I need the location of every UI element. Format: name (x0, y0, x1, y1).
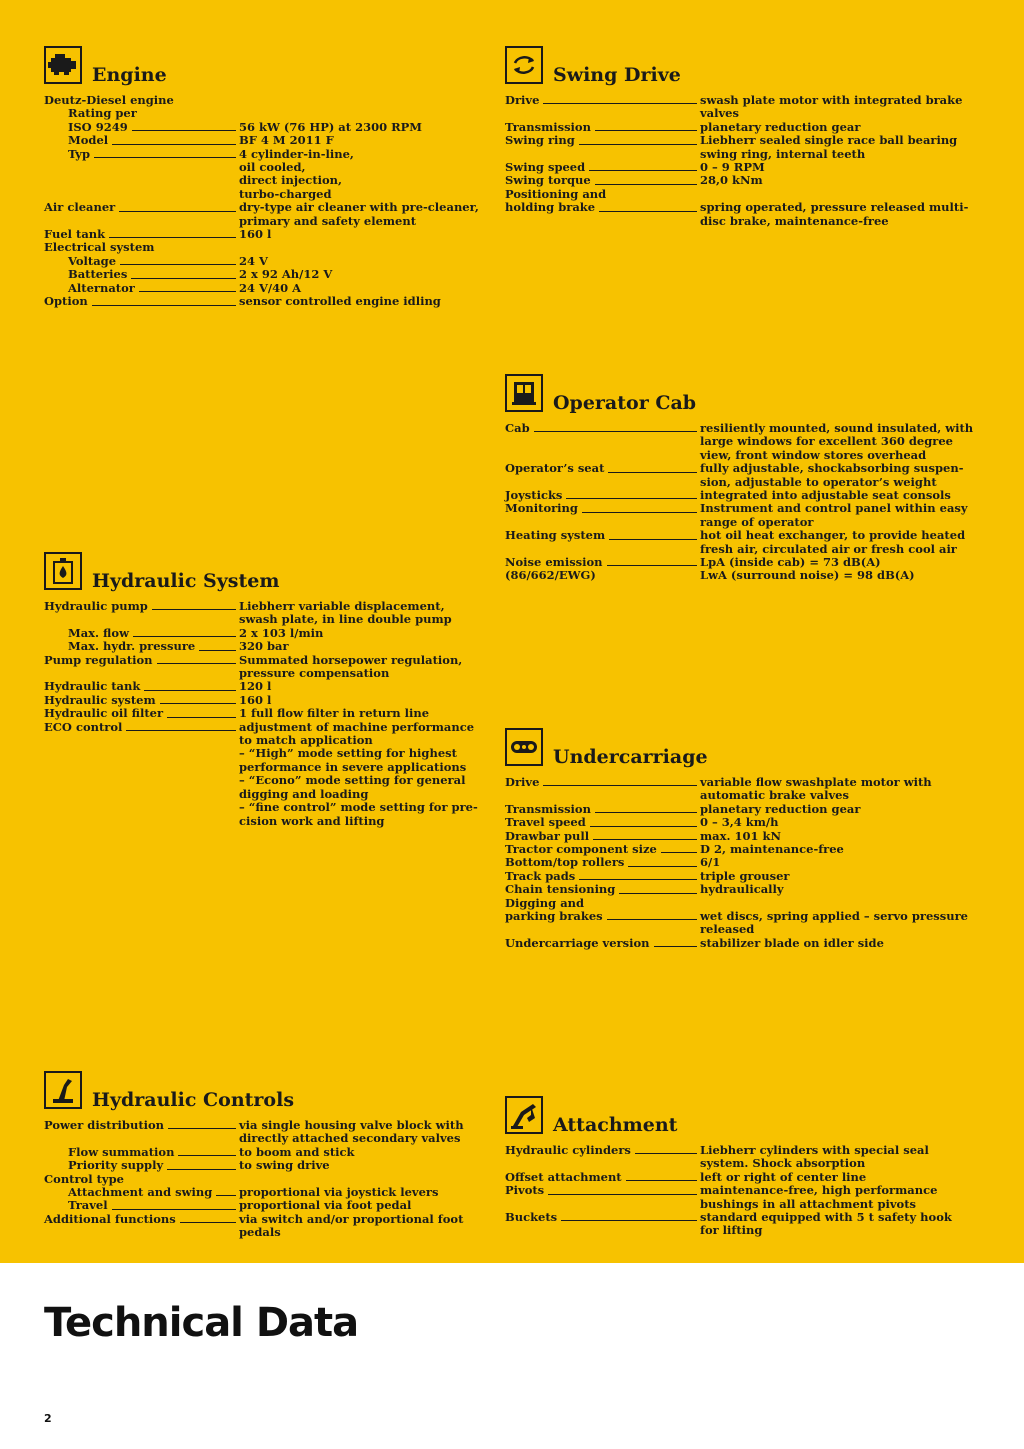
spec-label: Option (44, 294, 88, 309)
spec-label: Tractor component size (505, 842, 657, 857)
spec-label: Air cleaner (44, 200, 116, 215)
spec-value: performance in severe applications (239, 759, 467, 774)
spec-label: Swing torque (505, 173, 591, 188)
section-header (44, 46, 504, 94)
spec-label: Deutz-Diesel engine (44, 93, 174, 107)
spec-row (505, 1211, 965, 1238)
leader-line (120, 264, 236, 265)
spec-label: Additional functions (44, 1211, 176, 1226)
spec-label: Operator’s seat (505, 461, 605, 476)
spec-row (44, 627, 504, 640)
spec-value: valves (700, 106, 739, 121)
spec-value: hot oil heat exchanger, to provide heated (700, 528, 966, 543)
leader-line (607, 565, 697, 566)
spec-row (505, 1144, 965, 1171)
leader-line (607, 919, 697, 920)
leader-line (167, 717, 236, 718)
spec-label: Travel speed (505, 815, 586, 830)
leader-line (582, 512, 697, 513)
spec-label: Drive (505, 93, 540, 107)
spec-value: planetary reduction gear (700, 801, 861, 816)
spec-row (505, 1184, 965, 1211)
spec-label: Noise emission (505, 555, 603, 570)
spec-value: sion, adjustable to operator’s weight (700, 474, 937, 489)
spec-value: proportional via joystick levers (239, 1185, 439, 1200)
leader-line (133, 636, 236, 637)
spec-value: 0 – 3,4 km/h (700, 815, 779, 830)
spec-row (44, 121, 504, 134)
spec-row (505, 174, 965, 187)
spec-row (505, 529, 965, 556)
spec-row (505, 462, 965, 489)
spec-row (44, 680, 504, 693)
leader-line (548, 1194, 697, 1195)
spec-row (44, 134, 504, 147)
section-header (44, 1071, 504, 1119)
spec-row (505, 1171, 965, 1184)
spec-value: to match application (239, 733, 373, 748)
leader-line (595, 812, 697, 813)
excavator-arm-icon (505, 1096, 543, 1134)
track-icon (505, 728, 543, 766)
spec-value: wet discs, spring applied – servo pressure (700, 909, 968, 924)
spec-value: swing ring, internal teeth (700, 146, 866, 161)
spec-row (44, 640, 504, 653)
spec-label: Power distribution (44, 1118, 165, 1132)
leader-line (167, 1169, 236, 1170)
spec-value: 1 full flow filter in return line (239, 706, 430, 721)
spec-row (505, 188, 965, 201)
spec-label: Cab (505, 421, 530, 435)
spec-row (44, 1199, 504, 1212)
spec-label: Typ (68, 146, 91, 161)
leader-line (579, 879, 697, 880)
spec-value: 2 x 103 l/min (239, 625, 324, 640)
leader-line (109, 237, 236, 238)
spec-value: integrated into adjustable seat consols (700, 488, 951, 503)
spec-row (44, 255, 504, 268)
spec-label: Positioning and (505, 186, 607, 201)
spec-row (44, 721, 504, 828)
leader-line (595, 130, 697, 131)
leader-line (635, 1153, 697, 1154)
leader-line (579, 144, 697, 145)
spec-value: 160 l (239, 692, 272, 707)
spec-value: left or right of center line (700, 1169, 867, 1184)
spec-label: ECO control (44, 719, 123, 734)
spec-value: swash plate motor with integrated brake (700, 93, 963, 107)
spec-value: spring operated, pressure released multi- (700, 200, 969, 215)
leader-line (589, 170, 697, 171)
spec-label: Hydraulic pump (44, 599, 148, 613)
spec-label: Track pads (505, 868, 576, 883)
spec-value: resiliently mounted, sound insulated, with (700, 421, 974, 435)
spec-value: max. 101 kN (700, 828, 781, 843)
spec-value: 56 kW (76 HP) at 2300 RPM (239, 119, 423, 134)
section-title: Engine (92, 64, 167, 86)
spec-value: 0 – 9 RPM (700, 160, 765, 175)
spec-value: D 2, maintenance-free (700, 842, 844, 857)
leader-line (112, 1209, 236, 1210)
spec-row (505, 776, 965, 803)
spec-label: Batteries (68, 267, 128, 282)
cab-icon (505, 374, 543, 412)
leader-line (152, 609, 236, 610)
spec-value: direct injection, (239, 173, 343, 188)
spec-label: Drive (505, 775, 540, 789)
spec-value: to boom and stick (239, 1144, 355, 1159)
spec-value: Summated horsepower regulation, (239, 652, 463, 667)
leader-line (566, 498, 697, 499)
leader-line (626, 1180, 697, 1181)
leader-line (92, 305, 236, 306)
spec-label: ISO 9249 (68, 119, 128, 134)
leader-line (132, 130, 236, 131)
spec-value: Liebherr cylinders with special seal (700, 1143, 929, 1157)
spec-value: system. Shock absorption (700, 1156, 866, 1171)
spec-label: Undercarriage version (505, 935, 650, 950)
leader-line (561, 1220, 697, 1221)
spec-row (505, 501, 968, 529)
spec-label: Pivots (505, 1183, 545, 1198)
section-engine (44, 46, 504, 309)
leader-line (543, 785, 697, 786)
spec-label: Transmission (505, 801, 591, 816)
spec-label: Max. flow (68, 625, 129, 640)
spec-value: fresh air, circulated air or fresh cool air (700, 541, 957, 556)
spec-value: 6/1 (700, 855, 721, 870)
spec-value: automatic brake valves (700, 788, 849, 803)
spec-row (505, 856, 965, 869)
spec-value: via switch and/or proportional foot (239, 1211, 464, 1226)
oil-tank-icon (44, 552, 82, 590)
engine-icon (44, 46, 82, 84)
spec-label: Offset attachment (505, 1169, 622, 1184)
leader-line (131, 278, 236, 279)
spec-label: Heating system (505, 528, 606, 543)
spec-row (505, 909, 968, 937)
spec-value: cision work and lifting (239, 813, 385, 828)
leader-line (590, 826, 697, 827)
leader-line (168, 1128, 236, 1129)
spec-row (44, 268, 504, 281)
spec-value: large windows for excellent 360 degree (700, 434, 953, 449)
spec-value: 160 l (239, 227, 272, 242)
leader-line (126, 730, 236, 731)
spec-row (44, 1186, 504, 1199)
section-header (44, 552, 504, 600)
section-title: Undercarriage (553, 746, 708, 768)
spec-label: Control type (44, 1171, 124, 1186)
section-hydraulic-controls (44, 1071, 504, 1240)
spec-row (505, 569, 965, 582)
spec-label: Swing speed (505, 160, 586, 175)
page-title: Technical Data (44, 1300, 359, 1346)
swing-icon (505, 46, 543, 84)
spec-value: bushings in all attachment pivots (700, 1196, 917, 1211)
spec-value: range of operator (700, 514, 814, 529)
spec-row (505, 421, 974, 462)
spec-value: 2 x 92 Ah/12 V (239, 267, 333, 282)
spec-value: variable flow swashplate motor with (700, 775, 932, 789)
spec-value: BF 4 M 2011 F (239, 133, 334, 148)
spec-value: hydraulically (700, 882, 784, 897)
spec-row (505, 816, 965, 829)
spec-row (505, 94, 965, 121)
spec-row (44, 1119, 504, 1146)
spec-value: digging and loading (239, 786, 369, 801)
spec-value: Liebherr variable displacement, (239, 599, 445, 613)
section-swing-drive (505, 46, 969, 228)
section-title: Operator Cab (553, 392, 697, 414)
spec-value: via single housing valve block with (239, 1118, 464, 1132)
spec-value: 28,0 kNm (700, 173, 763, 188)
leader-line (157, 663, 236, 664)
spec-value: – “fine control” mode setting for pre- (239, 800, 478, 815)
spec-row (505, 161, 965, 174)
spec-label: Monitoring (505, 501, 578, 516)
spec-label: Hydraulic oil filter (44, 706, 164, 721)
spec-label: Digging and (505, 895, 585, 910)
spec-label: Drawbar pull (505, 828, 590, 843)
spec-row (44, 282, 504, 295)
spec-row (44, 707, 504, 720)
spec-value: fully adjustable, shockabsorbing suspen- (700, 461, 964, 476)
section-title: Swing Drive (553, 64, 681, 86)
spec-row (44, 241, 504, 254)
spec-value: pressure compensation (239, 666, 390, 681)
section-attachment (505, 1096, 965, 1238)
spec-row (505, 556, 965, 569)
spec-label: parking brakes (505, 909, 603, 924)
spec-label: Attachment and swing (68, 1185, 213, 1200)
spec-value: – “Econo” mode setting for general (239, 773, 466, 788)
spec-row (505, 870, 965, 883)
spec-label: holding brake (505, 200, 596, 215)
spec-value: 320 bar (239, 639, 289, 654)
spec-row (44, 201, 504, 228)
leader-line (160, 703, 236, 704)
spec-value: 120 l (239, 679, 272, 694)
spec-value: turbo-charged (239, 186, 332, 201)
spec-value: standard equipped with 5 t safety hook (700, 1210, 952, 1225)
leader-line (534, 431, 697, 432)
section-header (505, 728, 965, 776)
spec-value: stabilizer blade on idler side (700, 935, 884, 950)
leader-line (628, 866, 697, 867)
spec-value: LwA (surround noise) = 98 dB(A) (700, 568, 915, 583)
leader-line (139, 291, 236, 292)
spec-row (505, 489, 965, 502)
section-undercarriage (505, 728, 968, 950)
spec-value: oil cooled, (239, 160, 306, 175)
leader-line (216, 1195, 236, 1196)
spec-label: Model (68, 133, 109, 148)
spec-label: Transmission (505, 119, 591, 134)
spec-value: disc brake, maintenance-free (700, 213, 889, 228)
spec-label: Alternator (68, 280, 135, 295)
spec-row (44, 295, 504, 308)
leader-line (119, 211, 236, 212)
spec-row (44, 1146, 504, 1159)
spec-value: LpA (inside cab) = 73 dB(A) (700, 555, 881, 570)
spec-row (44, 94, 504, 107)
section-title: Hydraulic System (92, 570, 280, 592)
spec-label: Swing ring (505, 133, 575, 148)
spec-row (505, 883, 965, 896)
spec-label: Electrical system (44, 240, 155, 255)
spec-row (505, 134, 965, 161)
spec-value: adjustment of machine performance (239, 719, 475, 734)
leader-line (112, 144, 236, 145)
joystick-icon (44, 1071, 82, 1109)
section-title: Hydraulic Controls (92, 1089, 295, 1111)
spec-label: Fuel tank (44, 227, 106, 242)
spec-row (505, 897, 965, 910)
spec-value: triple grouser (700, 868, 790, 883)
section-header (505, 46, 965, 94)
leader-line (593, 839, 697, 840)
spec-value: Instrument and control panel within easy (700, 501, 968, 516)
spec-label: Priority supply (68, 1158, 164, 1173)
section-header (505, 374, 965, 422)
leader-line (178, 1155, 236, 1156)
spec-label: Chain tensioning (505, 882, 616, 897)
spec-value: proportional via foot pedal (239, 1198, 412, 1213)
spec-value: – “High” mode setting for highest (239, 746, 457, 761)
section-header (505, 1096, 965, 1144)
leader-line (608, 472, 697, 473)
spec-value: view, front window stores overhead (700, 447, 927, 462)
spec-row (505, 830, 965, 843)
spec-label: Joysticks (505, 488, 563, 503)
leader-line (654, 946, 698, 947)
spec-value: 24 V (239, 253, 268, 268)
spec-value: pedals (239, 1225, 281, 1240)
spec-label: Travel (68, 1198, 108, 1213)
spec-row (44, 1173, 504, 1186)
spec-value: dry-type air cleaner with pre-cleaner, (239, 200, 479, 215)
leader-line (599, 211, 697, 212)
spec-row (44, 694, 504, 707)
spec-value: directly attached secondary valves (239, 1131, 461, 1146)
spec-label: Max. hydr. pressure (68, 639, 196, 654)
leader-line (199, 650, 236, 651)
spec-label: Rating per (68, 106, 137, 121)
spec-label: Voltage (68, 253, 117, 268)
spec-value: for lifting (700, 1223, 763, 1238)
spec-label: Hydraulic tank (44, 679, 141, 694)
spec-value: swash plate, in line double pump (239, 612, 452, 627)
spec-row (44, 1213, 504, 1240)
leader-line (180, 1222, 236, 1223)
spec-label: Bottom/top rollers (505, 855, 625, 870)
section-title: Attachment (553, 1114, 678, 1136)
spec-row (44, 600, 504, 627)
leader-line (595, 184, 697, 185)
section-operator-cab (505, 374, 974, 583)
spec-value: maintenance-free, high performance (700, 1183, 938, 1198)
spec-row (44, 148, 504, 202)
spec-value: planetary reduction gear (700, 119, 861, 134)
spec-value: to swing drive (239, 1158, 330, 1173)
spec-value: 24 V/40 A (239, 280, 302, 295)
leader-line (619, 893, 697, 894)
spec-label: Buckets (505, 1210, 558, 1225)
spec-label: Hydraulic cylinders (505, 1143, 631, 1157)
spec-label: (86/662/EWG) (505, 568, 596, 583)
page-number: 2 (44, 1412, 52, 1425)
section-hydraulic-system (44, 552, 504, 828)
spec-row (505, 200, 969, 228)
spec-value: released (700, 922, 755, 937)
leader-line (609, 539, 697, 540)
spec-value: 4 cylinder-in-line, (239, 146, 354, 161)
spec-row (44, 107, 504, 120)
spec-row (44, 228, 504, 241)
spec-row (505, 803, 965, 816)
spec-row (505, 937, 965, 950)
leader-line (543, 103, 697, 104)
spec-value: sensor controlled engine idling (239, 294, 441, 309)
spec-row (505, 843, 965, 856)
spec-value: Liebherr sealed single race ball bearing (700, 133, 958, 148)
spec-label: Hydraulic system (44, 692, 156, 707)
leader-line (144, 690, 236, 691)
leader-line (94, 157, 236, 158)
spec-row (505, 121, 965, 134)
spec-row (44, 654, 504, 681)
spec-label: Flow summation (68, 1144, 175, 1159)
spec-label: Pump regulation (44, 652, 153, 667)
leader-line (661, 852, 697, 853)
spec-row (44, 1159, 504, 1172)
spec-value: primary and safety element (239, 213, 417, 228)
